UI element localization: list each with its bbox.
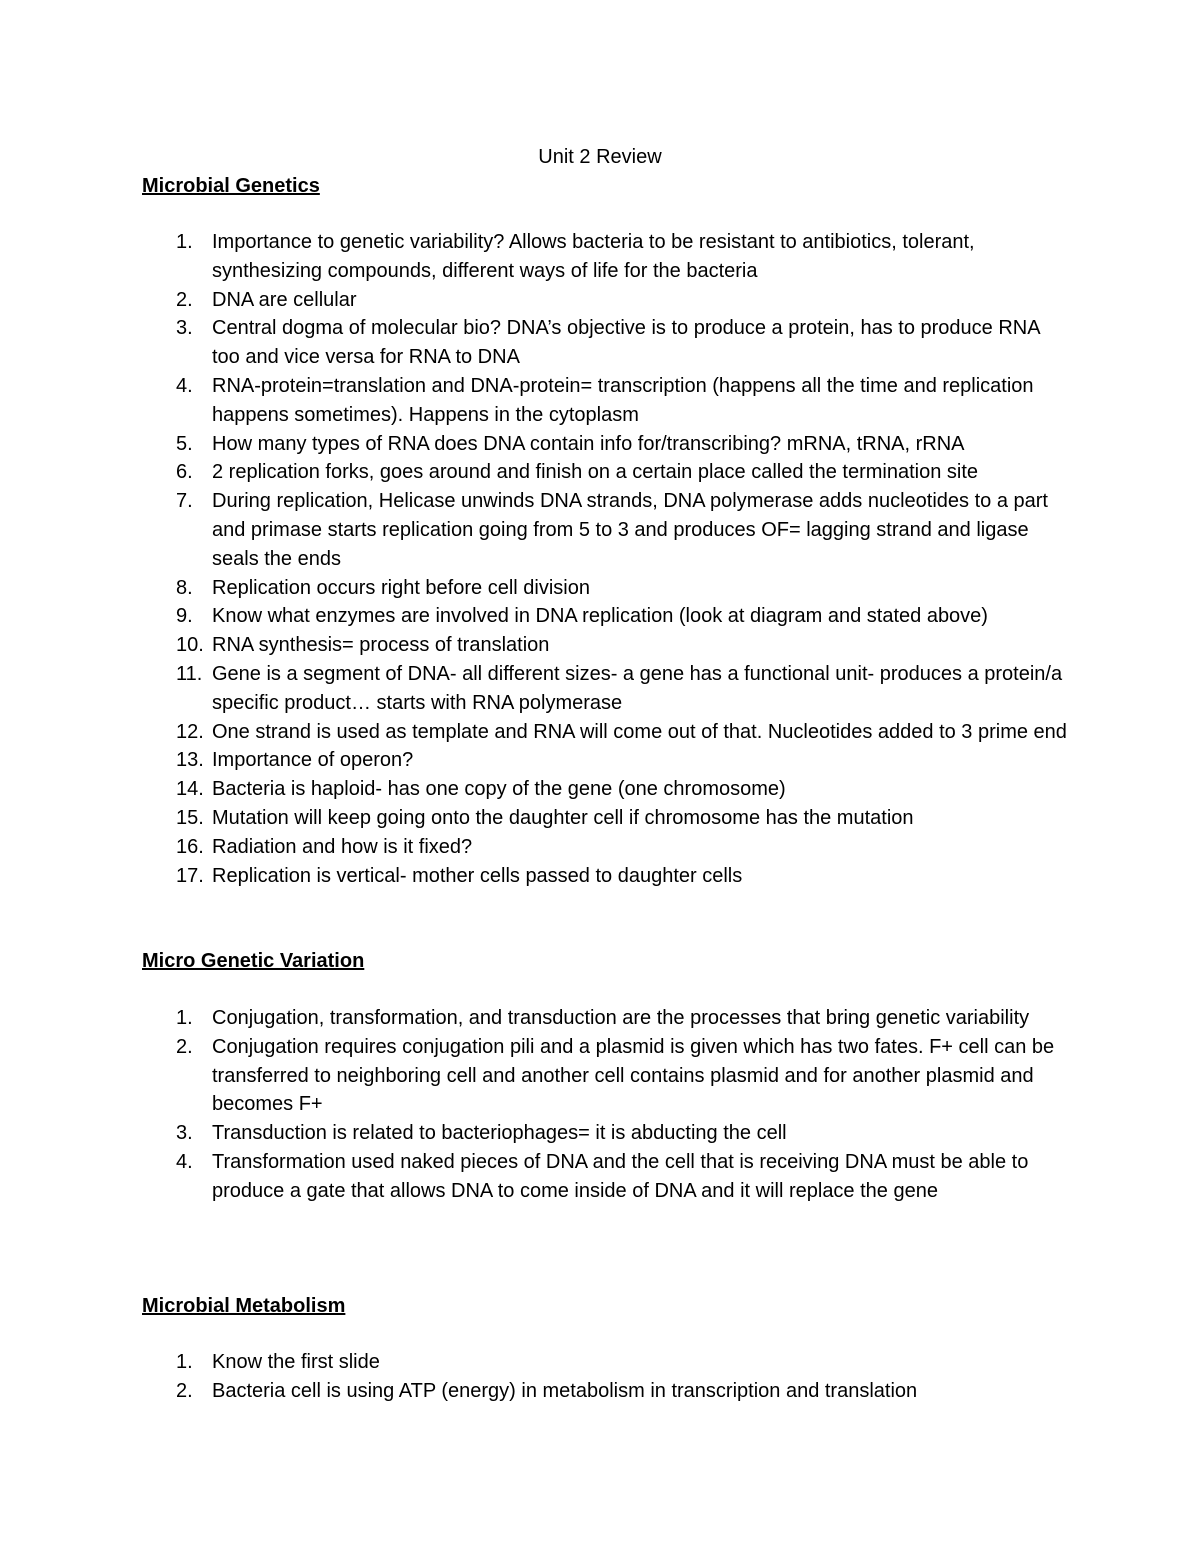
list-item	[142, 1348, 1072, 1377]
list-item-number: 8.	[176, 576, 193, 599]
list-microbial-metabolism	[142, 1348, 1072, 1406]
list-item-number: 2.	[176, 1379, 193, 1402]
list-item-number: 10.	[176, 634, 204, 657]
list-item-text: Know the first slide	[212, 1351, 380, 1373]
list-item-number: 16.	[176, 835, 204, 858]
list-item-text: One strand is used as template and RNA will come out of that. Nucleotides added to 3 prime end	[212, 720, 1067, 743]
list-item-text: Central dogma of molecular bio? DNA’s objective is to produce a protein, has to produce RNA too and vice versa for RNA to DNA	[212, 317, 1040, 369]
list-item	[142, 631, 1072, 660]
list-item-text: Transduction is related to bacteriophages= it is abducting the cell	[212, 1122, 787, 1145]
list-item-text: RNA-protein=translation and DNA-protein= transcription (happens all the time and replication happens sometimes). Happens in the cytoplasm	[212, 374, 1034, 426]
list-item-number: 3.	[176, 1122, 193, 1145]
list-item-number: 11.	[176, 662, 203, 685]
list-item-number: 9.	[176, 605, 193, 628]
list-item-text: DNA are cellular	[212, 288, 357, 311]
list-item-number: 12.	[176, 720, 204, 743]
list-item	[142, 602, 1072, 631]
document-title: Unit 2 Review	[538, 146, 662, 168]
list-item-text: Know what enzymes are involved in DNA replication (look at diagram and stated above)	[212, 605, 988, 628]
list-item-text: Bacteria is haploid- has one copy of the gene (one chromosome)	[212, 778, 786, 801]
list-item-text: Radiation and how is it fixed?	[212, 835, 473, 858]
list-item	[142, 487, 1072, 573]
section-heading-microbial-metabolism: Microbial Metabolism	[142, 1295, 346, 1317]
list-item	[142, 1119, 1072, 1148]
section-heading-microbial-genetics: Microbial Genetics	[142, 175, 320, 197]
list-item	[142, 314, 1072, 372]
list-item	[142, 372, 1072, 430]
list-item	[142, 430, 1072, 459]
list-item-number: 6.	[176, 461, 193, 484]
section-heading-micro-genetic-variation: Micro Genetic Variation	[142, 950, 365, 972]
list-item	[142, 1148, 1072, 1206]
list-item-text: During replication, Helicase unwinds DNA strands, DNA polymerase adds nucleotides to a part and primase starts replication going from 5 to 3 and produces OF= lagging strand and ligase seals the ends	[212, 490, 1048, 570]
list-item	[142, 862, 1072, 891]
list-item-text: How many types of RNA does DNA contain info for/transcribing? mRNA, tRNA, rRNA	[212, 432, 965, 455]
list-item	[142, 775, 1072, 804]
list-microbial-genetics	[142, 228, 1072, 890]
list-item	[142, 660, 1072, 718]
list-item	[142, 286, 1072, 315]
list-item-text: 2 replication forks, goes around and finish on a certain place called the termination site	[212, 461, 979, 484]
list-item-text: Replication is vertical- mother cells passed to daughter cells	[212, 864, 743, 887]
list-item-number: 3.	[176, 317, 193, 340]
list-item-number: 2.	[176, 288, 193, 311]
list-item-number: 14.	[176, 778, 204, 801]
list-item-number: 13.	[176, 749, 204, 772]
list-item-text: Importance to genetic variability? Allows bacteria to be resistant to antibiotics, tolerant, synthesizing compounds, different ways of life for the bacteria	[212, 231, 975, 282]
list-item	[142, 1377, 1072, 1406]
list-item-text: Conjugation requires conjugation pili and a plasmid is given which has two fates. F+ cell can be transferred to neighboring cell and another cell contains plasmid and for another plasmid and becomes F+	[212, 1035, 1055, 1116]
list-item-text: Gene is a segment of DNA- all different sizes- a gene has a functional unit- produces a protein/a specific product… starts with RNA polymerase	[212, 662, 1063, 714]
list-item-number: 1.	[176, 231, 193, 253]
list-item-text: Bacteria cell is using ATP (energy) in metabolism in transcription and translation	[212, 1379, 918, 1402]
list-item	[142, 574, 1072, 603]
list-item-text: RNA synthesis= process of translation	[212, 634, 550, 657]
list-item-number: 5.	[176, 432, 193, 455]
list-item	[142, 718, 1072, 747]
list-item-number: 15.	[176, 806, 204, 829]
list-item-text: Transformation used naked pieces of DNA and the cell that is receiving DNA must be able to produce a gate that allows DNA to come inside of DNA and it will replace the gene	[212, 1150, 1029, 1202]
list-item-text: Conjugation, transformation, and transduction are the processes that bring genetic variability	[212, 1007, 1030, 1029]
list-item-number: 7.	[176, 490, 193, 513]
list-item	[142, 1033, 1072, 1119]
list-item	[142, 804, 1072, 833]
list-item	[142, 1004, 1072, 1033]
list-micro-genetic-variation	[142, 1004, 1072, 1206]
list-item-number: 1.	[176, 1007, 193, 1029]
list-item-text: Importance of operon?	[212, 749, 414, 772]
list-item-number: 17.	[176, 864, 204, 887]
list-item	[142, 833, 1072, 862]
list-item-number: 4.	[176, 1150, 193, 1173]
list-item-number: 4.	[176, 374, 193, 397]
list-item-text: Replication occurs right before cell division	[212, 576, 590, 599]
list-item-number: 2.	[176, 1035, 193, 1058]
list-item	[142, 228, 1072, 286]
list-item-text: Mutation will keep going onto the daughter cell if chromosome has the mutation	[212, 806, 914, 829]
list-item-number: 1.	[176, 1351, 193, 1373]
list-item	[142, 746, 1072, 775]
list-item	[142, 458, 1072, 487]
